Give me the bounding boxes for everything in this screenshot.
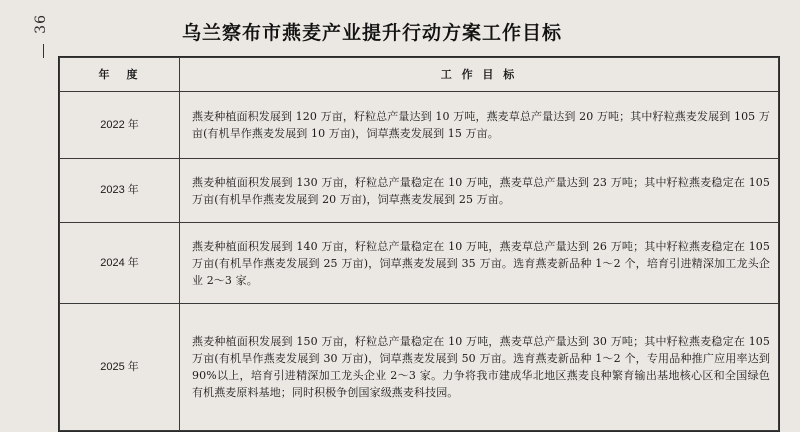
- row-goal: 燕麦种植面积发展到 120 万亩，籽粒总产量达到 10 万吨，燕麦草总产量达到 20 万吨；其中籽粒燕麦发展到 105 万亩(有机旱作燕麦发展到 10 万亩)，饲草燕麦发展到 15 万亩。: [180, 92, 779, 159]
- table-row: [60, 223, 779, 304]
- table-row: [60, 92, 779, 159]
- table-row: [60, 159, 779, 223]
- goals-table: [59, 57, 779, 431]
- row-year: 2022 年: [60, 92, 180, 159]
- row-year: 2025 年: [60, 304, 180, 431]
- page-number-divider: [43, 44, 44, 58]
- table-row: [60, 304, 779, 431]
- header-goal: 工 作 目 标: [180, 58, 779, 92]
- goals-table-frame: [58, 56, 780, 432]
- document-title: 乌兰察布市燕麦产业提升行动方案工作目标: [182, 22, 563, 44]
- header-year: 年 度: [60, 58, 180, 92]
- row-goal: 燕麦种植面积发展到 140 万亩，籽粒总产量稳定在 10 万吨，燕麦草总产量达到 26 万吨；其中籽粒燕麦稳定在 105 万亩(有机旱作燕麦发展到 25 万亩)，饲草燕麦发展到 35 万亩。选育燕麦新品种 1～2 个，培育引进精深加工龙头企业 2～3 家。: [180, 223, 779, 304]
- table-header-row: [60, 58, 779, 92]
- row-year: 2023 年: [60, 159, 180, 223]
- row-goal: 燕麦种植面积发展到 130 万亩，籽粒总产量稳定在 10 万吨，燕麦草总产量达到 23 万吨；其中籽粒燕麦稳定在 105 万亩(有机旱作燕麦发展到 20 万亩)，饲草燕麦发展到 25 万亩。: [180, 159, 779, 223]
- page-number: 36: [33, 14, 49, 34]
- row-year: 2024 年: [60, 223, 180, 304]
- row-goal: 燕麦种植面积发展到 150 万亩，籽粒总产量稳定在 10 万吨，燕麦草总产量达到 30 万吨；其中籽粒燕麦稳定在 105 万亩(有机旱作燕麦发展到 30 万亩)，饲草燕麦发展到 50 万亩。选育燕麦新品种 1～2 个，专用品种推广应用率达到 90%以上，培育引进精深加工龙头企业 2～3 家。力争将我市建成华北地区燕麦良种繁育输出基地核心区和全国绿色有机燕麦原料基地；同时积极争创国家级燕麦科技园。: [180, 304, 779, 431]
